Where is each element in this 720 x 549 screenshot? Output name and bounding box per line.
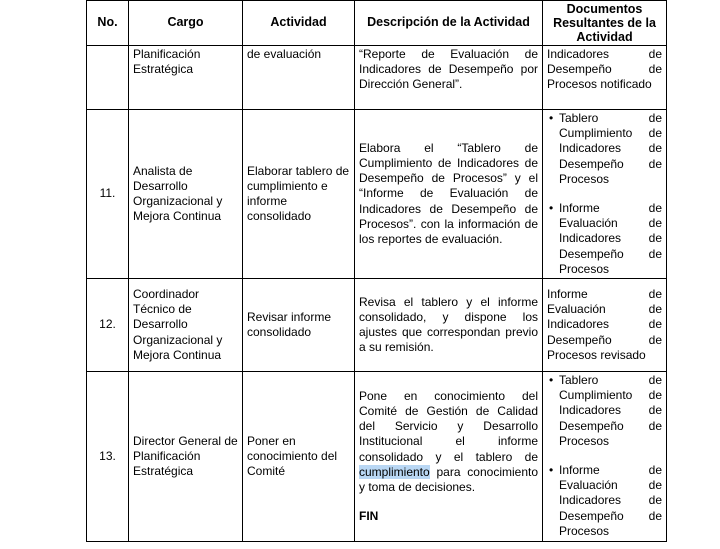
table-row xyxy=(87,46,667,110)
header-documentos: Documentos Resultantes de la Actividad xyxy=(543,1,667,46)
list-item: • Tablero de Cumplimiento de Indicadores de Desempeño de Procesos xyxy=(547,111,662,187)
row-cargo: Analista de Desarrollo Organizacional y Mejora Continua xyxy=(129,110,243,279)
row-descripcion: Elabora el “Tablero de Cumplimiento de Indicadores de Desempeño de Procesos” y el “Informe de Evaluación de Indicadores de Desempeño de Procesos”. con la información de los reportes de evaluación. xyxy=(355,110,543,279)
row-documentos: Indicadores de Desempeño de Procesos notificado xyxy=(543,46,667,110)
fin-label: FIN xyxy=(359,509,379,524)
row-number: 13. xyxy=(87,372,129,542)
procedure-table xyxy=(86,0,667,542)
row-documentos xyxy=(543,110,667,279)
header-no: No. xyxy=(87,1,129,46)
row-number: 12. xyxy=(87,279,129,372)
table-row xyxy=(87,372,667,542)
row-cargo: Director General de Planificación Estratégica xyxy=(129,372,243,542)
list-item: • Tablero de Cumplimiento de Indicadores de Desempeño de Procesos xyxy=(547,373,662,449)
header-actividad: Actividad xyxy=(243,1,355,46)
list-item: • Informe de Evaluación de Indicadores de Desempeño de Procesos xyxy=(547,201,662,277)
row-actividad: de evaluación xyxy=(243,46,355,110)
row-actividad: Poner en conocimiento del Comité xyxy=(243,372,355,542)
descripcion-text: Pone en conocimiento del Comité de Gestión de Calidad del Servicio y Desarrollo Institucional el informe consolidado y el tablero de xyxy=(359,388,538,464)
row-number: 11. xyxy=(87,110,129,279)
list-item: • Informe de Evaluación de Indicadores de Desempeño de Procesos xyxy=(547,463,662,539)
row-cargo: Coordinador Técnico de Desarrollo Organizacional y Mejora Continua xyxy=(129,279,243,372)
header-row xyxy=(87,1,667,46)
row-number xyxy=(87,46,129,110)
descripcion-text: para conocimiento y toma de decisiones. xyxy=(359,464,538,494)
header-descripcion: Descripción de la Actividad xyxy=(355,1,543,46)
highlighted-text: cumplimiento xyxy=(359,464,430,479)
row-documentos xyxy=(543,372,667,542)
table-row xyxy=(87,279,667,372)
row-descripcion xyxy=(355,372,543,542)
row-actividad: Elaborar tablero de cumplimiento e informe consolidado xyxy=(243,110,355,279)
header-cargo: Cargo xyxy=(129,1,243,46)
row-cargo: Planificación Estratégica xyxy=(129,46,243,110)
row-actividad: Revisar informe consolidado xyxy=(243,279,355,372)
row-documentos: Informe de Evaluación de Indicadores de Desempeño de Procesos revisado xyxy=(543,279,667,372)
row-descripcion: Revisa el tablero y el informe consolidado, y dispone los ajustes que correspondan previo a su remisión. xyxy=(355,279,543,372)
table-row xyxy=(87,110,667,279)
row-descripcion: “Reporte de Evaluación de Indicadores de Desempeño por Dirección General”. xyxy=(355,46,543,110)
